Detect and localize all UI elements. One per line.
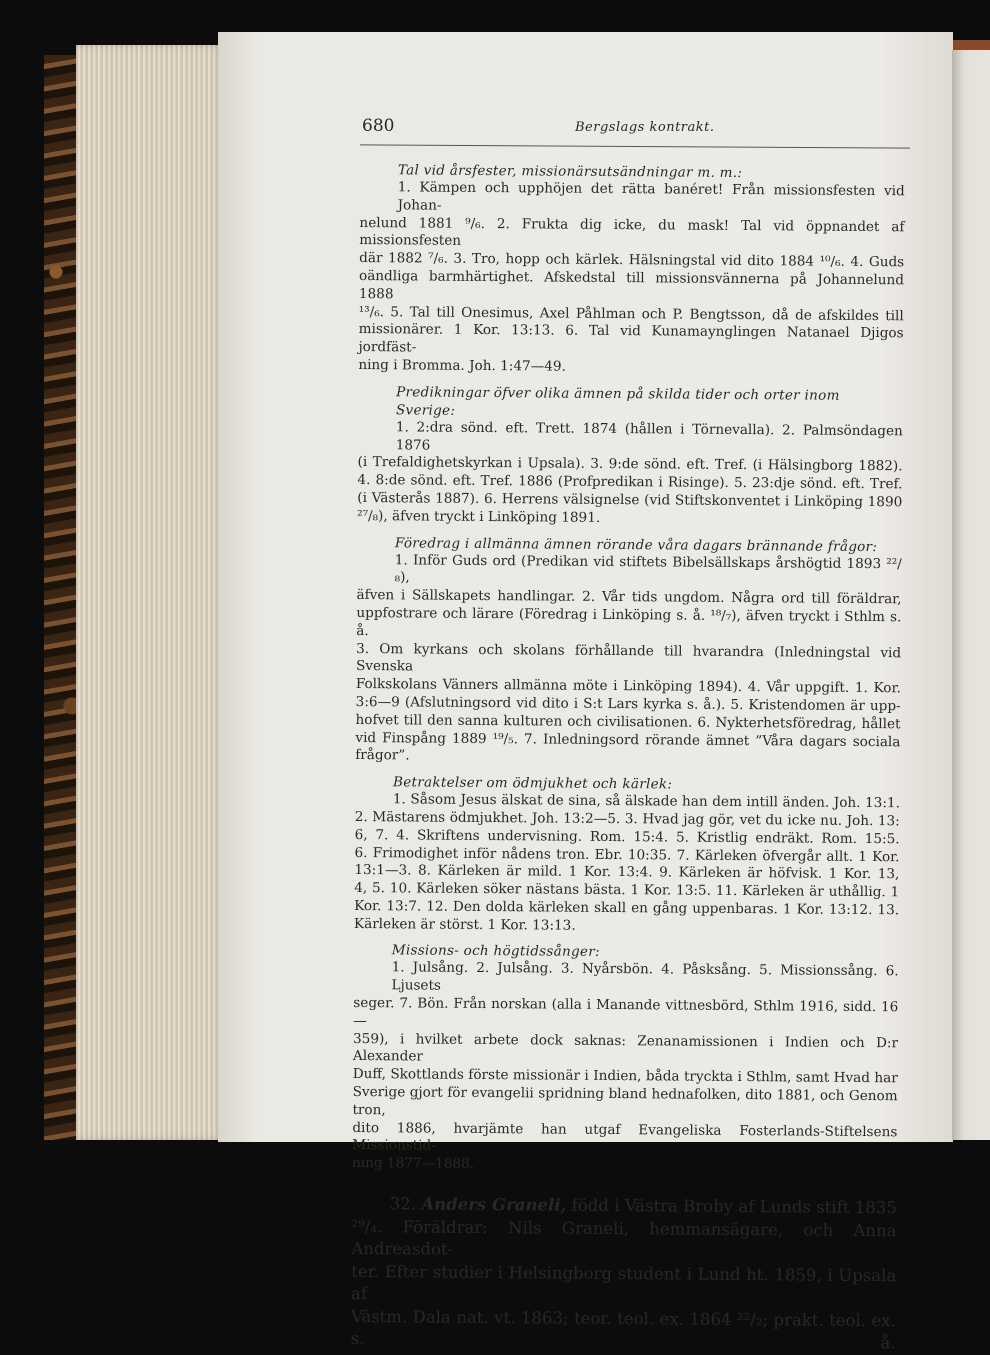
line-text: 1. Inför Guds ord (Predikan vid stiftets Bibelsällskaps årshögtid 1893 ²²/₈), (394, 551, 902, 586)
line-text: oändliga barmhärtighet. Afskedstal till missionsvännerna på Johannelund 1888 (358, 267, 905, 303)
line-text: ²⁹/₄. Föräldrar: Nils Graneli, hemmansägare, och Anna Andreasdot- (351, 1216, 897, 1259)
line-text: Västm. Dala nat. vt. 1863; teor. teol. ex. 1864 ²²/₂; prakt. teol. ex. s. å. (350, 1306, 896, 1353)
line-text: 1. 2:dra sönd. eft. Trett. 1874 (hållen i Törnevalla). 2. Palmsöndagen 1876 (395, 419, 903, 454)
text-line (360, 179, 905, 219)
line-text: uppfostrare och lärare (Föredrag i Linköping s. å. ¹⁸/₇), äfven tryckt i Sthlm s. å. (356, 604, 902, 639)
text-line (356, 605, 901, 645)
section (358, 161, 905, 379)
line-text: 1. Såsom Jesus älskat de sina, så älskade han dem intill änden. Joh. 13:1. (392, 791, 900, 812)
running-head: Bergslags kontrakt. (575, 120, 715, 135)
section (354, 773, 900, 938)
section-heading: Tal vid årsfester, missionärsutsändningar m. m.: (397, 162, 743, 182)
text-line (359, 268, 904, 308)
line-text: 4, 5. 10. Kärleken söker nästans bästa. 1 Kor. 13:5. 11. Kärleken är uthållig. 1 (354, 880, 900, 901)
line-text: Kor. 13:7. 12. Den dolda kärleken skall en gång uppenbaras. 1 Kor. 13:12. 13. (354, 897, 900, 919)
text-line (352, 1084, 897, 1124)
section-heading: Predikningar öfver olika ämnen på skilda tider och orter inom Sverige: (395, 384, 840, 419)
page-body (351, 155, 905, 1355)
section-heading: Missions- och högtidssånger: (391, 942, 600, 961)
line-text: ¹³/₆. 5. Tal till Onesimus, Axel Påhlman och P. Bengtsson, då de afskildes till (358, 303, 904, 324)
next-page-sliver (952, 50, 990, 1140)
text-line (356, 641, 901, 681)
section (352, 941, 899, 1177)
section-heading: Föredrag i allmänna ämnen rörande våra dagars brännande frågor: (394, 534, 878, 555)
line-text: nelund 1881 ⁹/₆. 2. Frukta dig icke, du mask! Tal vid öppnandet af missionsfesten (359, 214, 905, 250)
line-text: 1. Julsång. 2. Julsång. 3. Nyårsbön. 4. Påsksång. 5. Missionssång. 6. Ljusets (391, 959, 899, 994)
line-text: 2. Mästarens ödmjukhet. Joh. 13:2—5. 3. Hvad jag gör, vet du icke nu. Joh. 13: (354, 808, 900, 830)
line-text: Folkskolans Vänners allmänna möte i Linköping 1894). 4. Vår uppgift. 1. Kor. (355, 676, 901, 697)
line-text: 3. Om kyrkans och skolans förhållande till hvarandra (Inledningstal vid Svenska (355, 640, 902, 675)
line-text: 6, 7. 4. Skriftens undervisning. Rom. 15:4. 5. Kristlig endräkt. Rom. 15:5. (354, 826, 900, 847)
text-line (357, 552, 902, 592)
text-line (359, 215, 904, 255)
line-text: ²⁷/₈), äfven tryckt i Linköping 1891. (357, 507, 601, 526)
line-text: hofvet till den sanna kulturen och civilisationen. 6. Nykterhetsföredrag, hållet (355, 711, 901, 732)
bio-line (351, 1216, 896, 1265)
line-text: dito 1886, hvarjämte han utgaf Evangeliska Fosterlands-Stiftelsens Missionstid- (352, 1119, 898, 1155)
line-text: seger. 7. Bön. Från norskan (alla i Manande vittnesbörd, Sthlm 1916, sidd. 16— (353, 995, 899, 1029)
line-text: ter. Efter studier i Helsingborg student i Lund ht. 1859, i Upsala af (350, 1261, 897, 1304)
line-text: Kärleken är störst. 1 Kor. 13:13. (353, 915, 576, 934)
text-line (358, 419, 903, 459)
bio-lines (351, 1216, 897, 1355)
line-text: 3:6—9 (Afslutningsord vid dito i S:t Lars kyrka s. å.). 5. Kristendomen är upp- (355, 693, 901, 715)
line-text: 4. 8:de sönd. eft. Tref. 1886 (Profpredikan i Risinge). 5. 23:dje sönd. eft. Tref. (357, 472, 903, 493)
line-text: Duff, Skottlands förste missionär i Indien, båda tryckta i Sthlm, samt Hvad har (352, 1066, 898, 1087)
line-text: missionärer. 1 Kor. 13:13. 6. Tal vid Kunamaynglingen Natanael Djigos jordfäst- (358, 321, 904, 356)
entry-name: Anders Graneli, (421, 1194, 567, 1215)
line-text: 13:1—3. 8. Kärleken är mild. 1 Kor. 13:4. 9. Kärleken är höfvisk. 1 Kor. 13, (354, 862, 900, 883)
text-line (358, 321, 903, 361)
text-line (353, 1031, 898, 1071)
line-text: ning i Bromma. Joh. 1:47—49. (358, 356, 566, 375)
line-text: vid Finspång 1889 ¹⁹/₅. 7. Inledningsord rörande ämnet ”Våra dagars sociala (355, 729, 901, 750)
line-text: Sverige gjort för evangelii spridning bland hednafolken, dito 1881, och Genom tron, (352, 1084, 898, 1119)
bio-line (351, 1261, 896, 1310)
line-text: (i Västerås 1887). 6. Herrens välsignelse (vid Stiftskonventet i Linköping 1890 (357, 489, 903, 511)
line-text: 359), i hvilket arbete dock saknas: Zenanamissionen i Indien och D:r Alexander (352, 1030, 899, 1065)
line-text: 6. Frimodighet inför nådens tron. Ebr. 10:35. 7. Kärleken öfvergår allt. 1 Kor. (354, 844, 900, 865)
line-text: frågor”. (355, 747, 410, 764)
text-line (352, 1155, 897, 1177)
bio-line (351, 1306, 896, 1355)
line-text: äfven i Sällskapets handlingar. 2. Vår tids ungdom. Några ord till föräldrar, (356, 587, 902, 608)
page-edges (76, 45, 226, 1140)
section (355, 534, 902, 770)
line-text: 1. Kämpen och upphöjen det rätta banéret! Från missionsfesten vid Johan- (397, 179, 905, 214)
line-text: ning 1877—1888. (352, 1155, 475, 1173)
line-text: där 1882 ⁷/₆. 3. Tro, hopp och kärlek. Hälsningstal vid dito 1884 ¹⁰/₆. 4. Guds (359, 250, 905, 271)
entry-number: 32. (389, 1194, 417, 1214)
page-number: 680 (362, 116, 395, 136)
text-line (353, 959, 898, 999)
text-line (352, 1120, 897, 1160)
sections (352, 161, 905, 1177)
text-line (358, 357, 903, 379)
section (357, 383, 903, 530)
entry-text: född i Västra Broby af Lunds stift 1835 (571, 1195, 897, 1218)
section-heading: Betraktelser om ödmjukhet och kärlek: (393, 774, 673, 793)
line-text: (i Trefaldighetskyrkan i Upsala). 3. 9:de sönd. eft. Tref. (i Hälsingborg 1882). (357, 454, 903, 475)
text-line (353, 995, 898, 1035)
biography-entry (351, 1193, 897, 1355)
